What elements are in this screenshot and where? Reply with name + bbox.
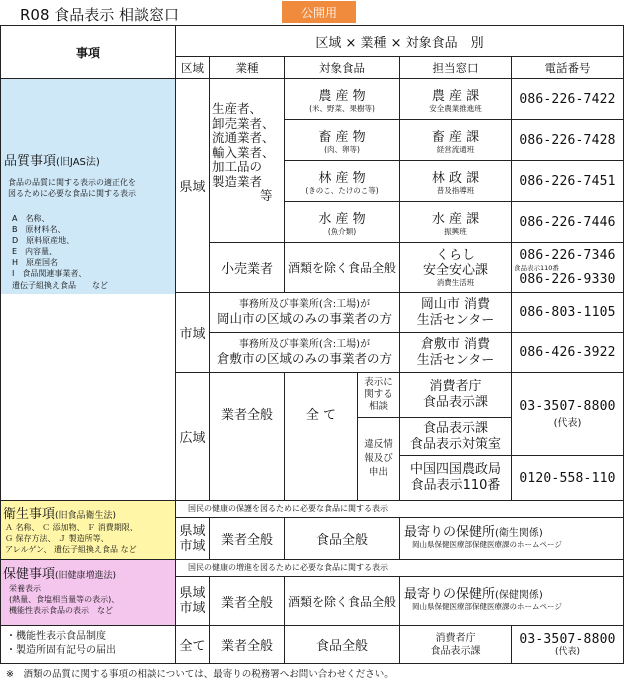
quality-items <box>12 213 86 279</box>
wide-window-caa: 消費者庁 食品表示課 <box>422 379 488 410</box>
col-food: 対象食品 <box>319 60 365 75</box>
window-sublabel: 振興班 <box>444 226 467 236</box>
food-label: 林 産 物 <box>318 170 366 186</box>
list-item: A 名称、 <box>12 214 50 223</box>
phone-note: (代表) <box>554 646 581 657</box>
hygiene-industry: 業者全般 <box>220 533 273 548</box>
pref-area: 県域 <box>179 180 206 195</box>
wide-industry: 業者全般 <box>220 407 273 423</box>
city-condition-main: 倉敷市の区域のみの事業者の方 <box>216 351 392 366</box>
phone-number: 086-226-7346 <box>519 247 616 263</box>
hygiene-items: Ａ 名称、 Ｃ 添加物、 Ｆ 消費期限、 Ｇ 保存方法、 Ｊ 製造所等、 アレルゲン、 遺伝子組換え食品 など <box>5 523 138 554</box>
functional-items: ・機能性表示食品制度 ・製造所固有記号の届出 <box>6 631 116 656</box>
window-label: 水 産 課 <box>431 211 480 227</box>
phone-number: 086-226-7422 <box>519 91 616 107</box>
list-item: D 原料原産地、 <box>12 236 75 245</box>
hygiene-window: 最寄りの保健所(衛生関係) 岡山県保健医療部保健医療課のホームページ <box>404 525 562 549</box>
phone-number: 086-226-9330 <box>519 271 616 287</box>
functional-window: 消費者庁 食品表示課 <box>430 632 481 657</box>
phone-number: 086-426-3922 <box>519 345 616 360</box>
phone-note: (代表) <box>553 418 582 429</box>
functional-food: 食品全般 <box>315 639 368 654</box>
window-sublabel: 経営流通班 <box>436 144 475 154</box>
functional-industry: 業者全般 <box>220 639 273 654</box>
retail-food: 酒類を除く食品全般 <box>287 261 396 275</box>
window-label: 畜 産 課 <box>431 129 480 145</box>
phone-number: 086-226-7451 <box>519 173 616 189</box>
window-sublabel: 消費生活班 <box>436 277 475 287</box>
quality-title: 品質事項(旧JAS法) <box>4 154 100 169</box>
food-sublabel: (肉、卵等) <box>324 144 360 154</box>
health-window-link[interactable]: 岡山県保健医療部保健医療課のホームページ <box>412 602 562 611</box>
col-area: 区域 <box>181 60 204 75</box>
public-badge: 公開用 <box>282 1 356 23</box>
functional-area: 全て <box>179 639 206 654</box>
health-purpose: 国民の健康の増進を図るために必要な食品に関する表示 <box>188 563 388 572</box>
wide-food: 全 て <box>305 407 337 423</box>
food-sublabel: (魚介類) <box>327 226 357 236</box>
list-item: E 内容量、 <box>12 247 58 256</box>
health-window: 最寄りの保健所(保健関係) 岡山県保健医療部保健医療課のホームページ <box>404 587 562 611</box>
food-label: 水 産 物 <box>318 211 366 227</box>
footer-note: ※ 酒類の品質に関する事項の相談については、最寄りの税務署へお問い合わせください。 <box>6 669 394 680</box>
hygiene-title: 衛生事項(旧食品衛生法) <box>3 507 117 522</box>
window-label: 生活センター <box>416 312 495 328</box>
page-title: R08 食品表示 相談窓口 <box>20 6 180 24</box>
window-label: 安全安心課 <box>422 262 488 278</box>
hygiene-purpose: 国民の健康の保護を図るために必要な食品に関する表示 <box>188 504 388 513</box>
window-label: 生活センター <box>416 352 495 368</box>
wide-phone-caa <box>512 373 623 455</box>
hygiene-area: 県域 市域 <box>179 523 206 554</box>
health-industry: 業者全般 <box>220 595 273 611</box>
phone-number: 086-803-1105 <box>519 305 616 320</box>
city-condition: 事務所及び事業所(含:工場)が <box>238 339 371 350</box>
phone-number: 086-226-7446 <box>519 214 616 230</box>
food-sublabel: (米、野菜、果樹等) <box>309 103 375 113</box>
phone-number: 03-3507-8800 <box>519 631 616 647</box>
hygiene-window-link[interactable]: 岡山県保健医療部保健医療課のホームページ <box>412 540 562 549</box>
col-phone: 電話番号 <box>544 60 591 75</box>
city-condition-main: 岡山市の区域のみの事業者の方 <box>216 311 392 326</box>
col-window: 担当窓口 <box>432 60 479 75</box>
city-area: 市域 <box>179 327 206 342</box>
window-label: くらし <box>435 247 475 263</box>
header-category: 区域 × 業種 × 対象食品 別 <box>315 35 484 51</box>
wide-window-maff: 中国四国農政局 食品表示110番 <box>409 462 501 493</box>
phone-number: 0120-558-110 <box>519 470 616 486</box>
list-item: B 原材料名、 <box>12 225 66 234</box>
window-label: 岡山市 消費 <box>420 296 491 312</box>
functional-phone <box>512 626 623 663</box>
food-sublabel: (きのこ、たけのこ等) <box>305 185 379 195</box>
list-item: I 食品関連事業者、 <box>12 269 87 278</box>
food-label: 農 産 物 <box>318 88 366 104</box>
header-jiko: 事項 <box>75 45 100 60</box>
col-industry: 業種 <box>235 60 259 75</box>
wide-kind-consult: 表示に 関する 相談 <box>364 377 393 412</box>
list-item: H 原産国名 <box>12 258 59 267</box>
window-sublabel: 安全農業推進班 <box>429 103 482 113</box>
wide-kind-violation: 違反情 報及び 申出 <box>364 439 393 478</box>
quality-description: 食品の品質に関する表示の適正化を 図るために必要な食品に関する表示 <box>8 178 136 198</box>
phone-note: 食品表示110番 <box>514 263 559 272</box>
window-label: 農 産 課 <box>431 88 480 104</box>
window-label: 林 政 課 <box>431 170 480 186</box>
quality-items-last: 遺伝子組換え食品 など <box>12 281 108 290</box>
window-label: 倉敷市 消費 <box>420 336 491 352</box>
health-title: 保健事項(旧健康増進法) <box>3 567 117 582</box>
food-label: 畜 産 物 <box>318 129 366 145</box>
wide-window-caa-office: 食品表示課 食品表示対策室 <box>409 420 501 452</box>
health-items: 栄養表示 (熱量、食塩相当量等の表示)、 機能性表示食品の表示 など <box>9 584 120 615</box>
window-sublabel: 普及指導班 <box>436 185 475 195</box>
retail-industry: 小売業者 <box>220 262 273 277</box>
phone-number: 086-226-7428 <box>519 132 616 148</box>
hygiene-food: 食品全般 <box>315 533 368 548</box>
health-food: 酒類を除く食品全般 <box>287 594 396 609</box>
pref-industry: 生産者、 卸売業者、 流通業者、 輸入業者、 加工品の 製造業者 等 <box>212 101 275 203</box>
health-area: 県域 市域 <box>179 586 206 616</box>
phone-number: 03-3507-8800 <box>519 399 616 414</box>
city-condition: 事務所及び事業所(含:工場)が <box>238 299 371 310</box>
wide-area: 広域 <box>179 431 206 446</box>
